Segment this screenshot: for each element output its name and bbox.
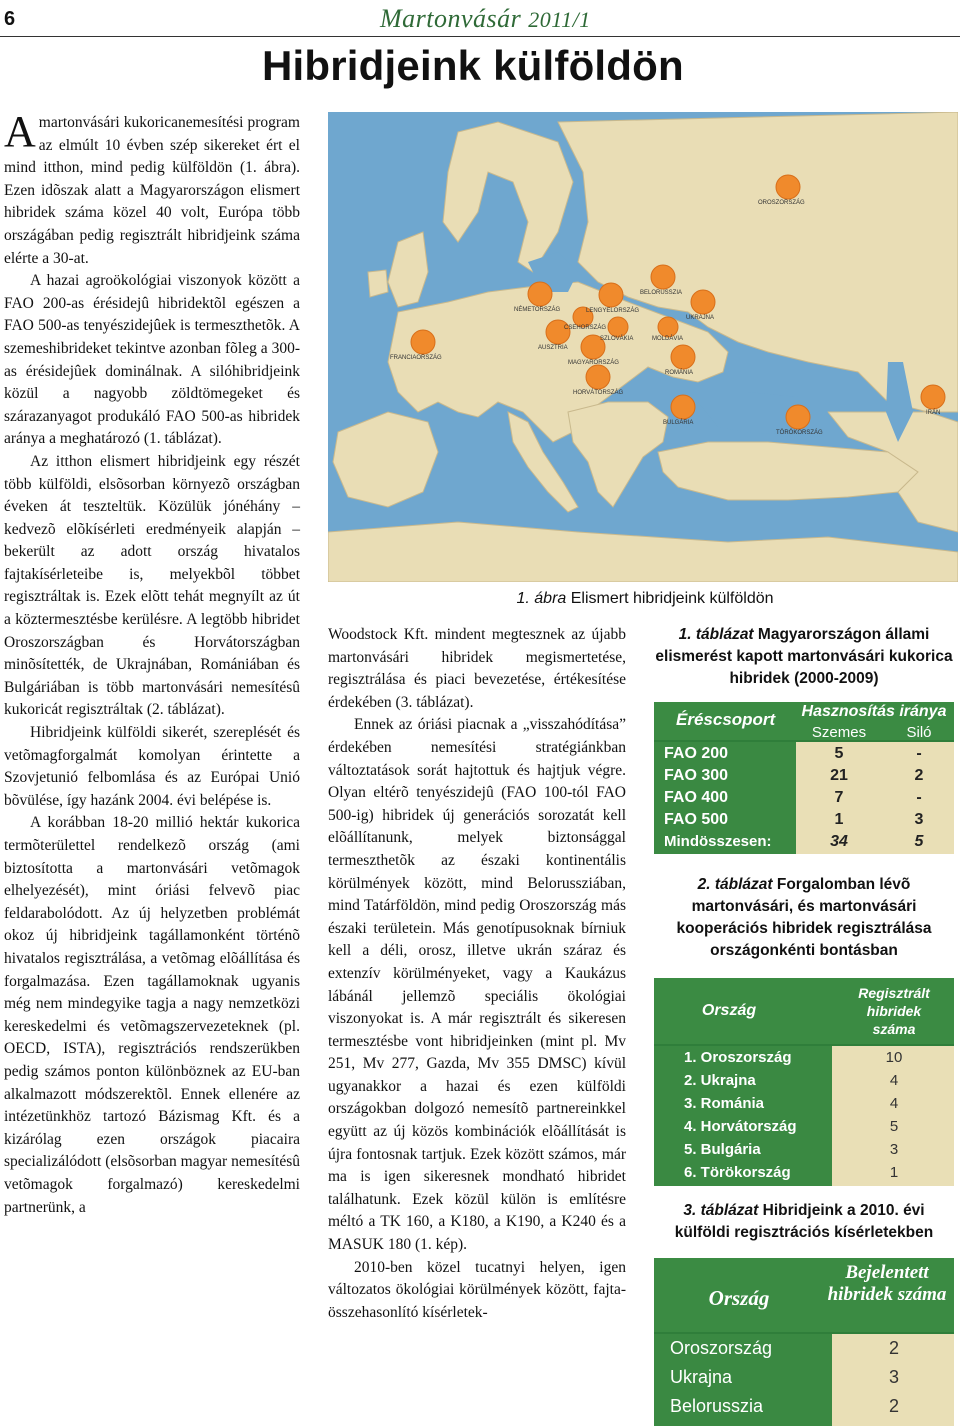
marker-belarus — [651, 265, 675, 289]
map-label-poland: LENGYELORSZÁG — [586, 308, 640, 314]
table-cell-grain: 21 — [830, 767, 848, 784]
table-3-label: 3. táblázat — [683, 1202, 759, 1219]
article-column-1 — [4, 107, 300, 1219]
table-cell-silage: - — [916, 789, 922, 806]
table-cell-silage: 2 — [914, 767, 924, 784]
map-label-ukraine: UKRAJNA — [686, 315, 715, 321]
table-row — [654, 1140, 954, 1163]
table-cell-count: 10 — [885, 1049, 903, 1066]
table-cell-count: 2 — [888, 1338, 899, 1358]
marker-iran — [921, 385, 945, 409]
map-label-iran: IRÁN — [926, 410, 941, 416]
table-cell-country: Belorusszia — [670, 1396, 764, 1416]
table-cell-country: 6. Törökország — [684, 1164, 791, 1181]
map-label-bulgaria: BULGÁRIA — [663, 420, 694, 426]
table-2-header-country: Ország — [701, 1002, 757, 1019]
table-row — [654, 1094, 954, 1117]
table-row — [654, 1071, 954, 1094]
table-2-label: 2. táblázat — [697, 876, 773, 893]
paragraph: Hibridjeink külföldi sikerét, szereplését és vetõmagforgalmát komolyan érintette a Szovjetunió felbomlása és az Európai Unió bõvülése, így hazánk 2004. évi belépése is. — [4, 724, 300, 809]
table-row — [654, 1365, 954, 1394]
marker-moldova — [658, 317, 678, 337]
table-row — [654, 1394, 954, 1423]
magazine-masthead — [380, 4, 591, 34]
table-1 — [654, 702, 954, 854]
table-2-header-count: Regisztrált hibridek száma — [858, 985, 930, 1037]
table-1-caption — [654, 624, 954, 690]
europe-map — [328, 112, 958, 582]
page-number: 6 — [4, 8, 16, 30]
table-cell-grain: 5 — [834, 745, 844, 762]
paragraph: A hazai agroökológiai viszonyok között a FAO 200-as érésidejû hibridektõl egészen a FAO 500-as tenyészidejûek is termeszthetõk. A szemeshibrideket tekintve azonban fõleg a 300-as érésidejûek dominálnak. A silóhibridjeink közül a nagyobb zöldtömegeket és szárazanyagot produkáló FAO 500-as hibridek aránya a meghatározó (1. táblázat). — [4, 272, 300, 448]
map-label-moldova: MOLDÁVIA — [652, 336, 684, 342]
magazine-name: Martonvásár — [380, 4, 522, 33]
paragraph: Az itthon elismert hibridjeink egy részét több külföldi, elsõsorban környezõ országban éveken át teszteltük. Közülük jónéhány – kedvezõ elõkísérleti eredményeik alapján – bekerült az adott ország hivatalos fajtakísérleteibe is, melyekbõl többet regisztráltak is. Ezek elõtt tehát megnyílt az út a köztermesztésbe kerülésre. A legtöbb hibridet Oroszországban és Horvátországban minõsítették, de Ukrajnában, Romániában és Bulgáriában is több martonvásári nemesítésû kukoricát regisztráltak (2. táblázat). — [4, 452, 300, 719]
map-label-russia: OROSZORSZÁG — [758, 200, 805, 206]
table-cell-country: 4. Horvátország — [684, 1118, 797, 1135]
marker-france — [411, 330, 435, 354]
map-label-belarus: BELORUSSZIA — [640, 290, 683, 296]
marker-slovakia — [608, 317, 628, 337]
table-3-header-count: Bejelentett hibridek száma — [827, 1262, 947, 1305]
table-3-body — [654, 1336, 954, 1423]
article-title: Hibridjeink külföldön — [262, 42, 684, 89]
table-row — [654, 1336, 954, 1365]
table-2 — [654, 978, 954, 1186]
table-2-body — [654, 1048, 954, 1186]
table-1-title: Magyarországon állami elismerést kapott martonvásári kukorica hibridek (2000-2009) — [655, 626, 953, 687]
map-label-romania: ROMÁNIA — [665, 370, 694, 376]
map-label-croatia: HORVÁTORSZÁG — [573, 390, 624, 396]
table-row — [654, 1117, 954, 1140]
table-row — [654, 810, 954, 832]
paragraph: Amartonvásári kukoricanemesítési program az elmúlt 10 évben szép sikereket ért el mind itthon, mind pedig külföldön (1. ábra). Ezen idõszak alatt a Magyarországon elismert hibridek száma közel 40 volt, Európa több országában pedig regisztrált hibridjeink száma elérte a 30-at. — [4, 107, 300, 267]
table-cell-count: 2 — [888, 1396, 899, 1416]
table-cell-count: 3 — [889, 1141, 899, 1158]
table-cell-group: FAO 300 — [664, 767, 729, 784]
map-label-turkey: TÖRÖKORSZÁG — [776, 430, 823, 436]
marker-germany — [528, 282, 552, 306]
table-cell-count: 5 — [889, 1118, 899, 1135]
table-row — [654, 788, 954, 810]
table-1-body — [654, 744, 954, 854]
table-cell-group: FAO 500 — [664, 811, 729, 828]
table-row — [654, 744, 954, 766]
figure-caption — [330, 590, 960, 608]
table-1-header-silage: Siló — [906, 724, 932, 741]
article-column-2 — [328, 624, 626, 1324]
paragraph: Woodstock Kft. mindent megtesznek az újabb martonvásári hibridek megismertetése, regisztrálása és piaci bevezetése, értékesítése érdekében (3. táblázat). — [328, 626, 626, 711]
table-3 — [654, 1258, 954, 1426]
drop-cap: A — [4, 107, 36, 156]
table-3-header-country: Ország — [708, 1286, 770, 1310]
table-cell-grain: 1 — [834, 811, 844, 828]
table-cell-group: FAO 200 — [664, 745, 729, 762]
table-cell-count: 4 — [889, 1072, 899, 1089]
table-cell-country: 2. Ukrajna — [684, 1072, 756, 1089]
marker-russia — [776, 175, 800, 199]
table-1-header-grain: Szemes — [811, 724, 867, 741]
table-1-header-use: Hasznosítás iránya — [801, 703, 947, 720]
table-cell-country: Oroszország — [670, 1338, 773, 1358]
table-cell-count: 1 — [889, 1164, 899, 1181]
map-label-czech: CSEHORSZÁG — [564, 325, 607, 331]
table-row — [654, 1163, 954, 1186]
table-1-header-group: Éréscsoport — [676, 710, 776, 729]
table-cell-silage: 3 — [914, 811, 924, 828]
marker-bulgaria — [671, 395, 695, 419]
table-total-row — [654, 832, 954, 854]
map-label-germany: NÉMETORSZÁG — [514, 307, 561, 313]
table-row — [654, 766, 954, 788]
table-1-label: 1. táblázat — [678, 626, 754, 643]
figure-caption-text: Elismert hibridjeink külföldön — [570, 590, 774, 607]
map-label-slovakia: SZLOVÁKIA — [600, 336, 634, 342]
table-cell-country: 5. Bulgária — [684, 1141, 761, 1158]
table-total-grain: 34 — [830, 833, 848, 850]
marker-romania — [671, 345, 695, 369]
header-rule — [0, 36, 960, 37]
table-total-label: Mindösszesen: — [664, 833, 772, 850]
figure-label: 1. ábra — [516, 590, 567, 607]
paragraph: A korábban 18-20 millió hektár kukorica termõterülettel rendelkezõ ország (ami biztosította a martonvásári vetõmagok elhelyezését), mint óriási felvevõ piac feldarabolódott. Az új helyzetben problémát okoz új hibridjeink tagállamonként történõ hivatalos regisztrálása, a vetõmag elõállítása és forgalmazása. Ezen tagállamoknak ugyanis még nem mindegyike tagja a nagy nemzetközi kereskedelmi és vetõmagszervezeteknek (pl. OECD, ISTA), regisztrációs rendszerükben pedig számos ponton különböznek az EU-ban alkalmazott módszerektõl. Ennek ellenére az intézetünkhöz tartozó Bázismag Kft. és a kizárólag ezen országok piacaira specializálódott (elsõsorban magyar nemesítésû vetõmagok forgalmazó) kereskedelmi partnerünk, a — [4, 814, 300, 1216]
table-2-caption — [654, 874, 954, 962]
paragraph: Ennek az óriási piacnak a „visszahódítása” érdekében nemesítési stratégiánkban változtatások sorát hajtottuk és hajtjuk végre. Olyan eltérõ tenyészidejû (FAO 100-tól FAO 500-ig) hibridek új generációs sorozatát kell elõállítanunk, melyek biztonsággal termeszthetõk az északi kontinentális körülmények között, mind Belorussziában, mind Tatárföldön, mind pedig Oroszország más északi területein. Más genotípusoknak bírniuk kell a déli, orosz, illetve ukrán száraz és extenzív körülményeket, vagy a Kaukázus lábánál jellemzõ speciális ökológiai viszonyokat is. A már regisztrált és sikeresen termesztésbe vont hibridjeinken (mint pl. Mv 251, Mv 277, Gazda, Mv 355 DMSC) kívül ugyanakkor a hazai és ezen külföldi országokban dolgozó nemesítõ partnereinkkel együtt az új közös kombinációk elõállítását is újra fontosnak tartjuk. Ezek között számos, már ma is igen sikeresnek mondható hibridet találhatunk. Ezek közül külön is említésre méltó a TK 160, a K180, a K190, a K240 és a MASUK 180 (1. kép). — [328, 716, 626, 1254]
paragraph: 2010-ben közel tucatnyi helyen, igen változatos ökológiai körülmények között, fajta-összehasonlító kísérletek- — [328, 1258, 626, 1321]
table-cell-count: 3 — [888, 1367, 899, 1387]
issue-number: 2011/1 — [528, 7, 591, 32]
table-cell-country: 3. Románia — [684, 1095, 765, 1112]
table-cell-count: 4 — [889, 1095, 899, 1112]
table-3-caption — [654, 1200, 954, 1244]
map-label-austria: AUSZTRIA — [538, 345, 568, 351]
marker-ukraine — [691, 290, 715, 314]
table-cell-grain: 7 — [834, 789, 844, 806]
table-cell-silage: - — [916, 745, 922, 762]
marker-poland — [599, 283, 623, 307]
table-2-title: Forgalomban lévõ martonvásári, és martonvásári kooperációs hibridek regisztrálása országonkénti bontásban — [676, 876, 932, 959]
table-cell-country: Ukrajna — [670, 1367, 733, 1387]
table-row — [654, 1048, 954, 1071]
table-cell-country: 1. Oroszország — [684, 1049, 792, 1066]
marker-austria — [546, 320, 570, 344]
marker-turkey — [786, 405, 810, 429]
table-cell-group: FAO 400 — [664, 789, 729, 806]
marker-croatia — [586, 365, 610, 389]
table-total-silage: 5 — [914, 833, 924, 850]
map-label-hungary: MAGYARORSZÁG — [568, 360, 619, 366]
map-label-france: FRANCIAORSZÁG — [390, 355, 442, 361]
table-3-title: Hibridjeink a 2010. évi külföldi regisztrációs kísérletekben — [674, 1202, 934, 1241]
